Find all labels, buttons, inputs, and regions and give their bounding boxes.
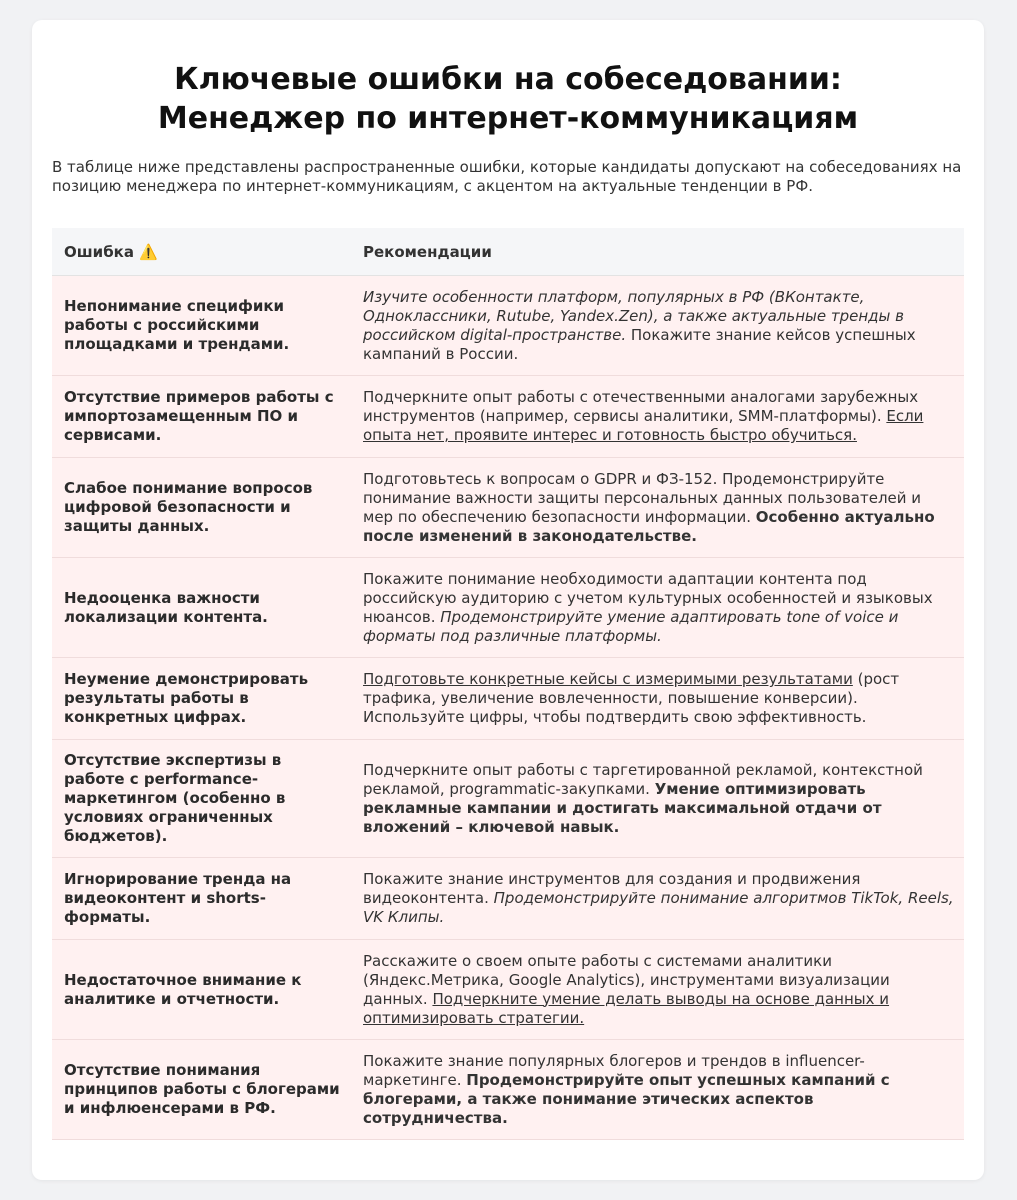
page-title-line-1: Ключевые ошибки на собеседовании: xyxy=(174,62,842,97)
recommendation-text: Подготовьте конкретные кейсы с измеримыми результатами xyxy=(363,670,853,688)
recommendation-text: Изучите особенности платформ, популярных в РФ (ВКонтакте, Одноклассники, Rutube, Yandex.Zen), а также актуальные тренды в российском digital-пространстве. xyxy=(363,287,904,344)
recommendation-cell xyxy=(351,740,964,858)
table-row xyxy=(52,940,964,1040)
recommendation-text: Покажите знание инструментов для создания и продвижения видеоконтента. xyxy=(363,870,861,907)
error-cell: Неумение демонстрировать результаты работы в конкретных цифрах. xyxy=(52,658,351,740)
error-cell: Слабое понимание вопросов цифровой безопасности и защиты данных. xyxy=(52,458,351,558)
recommendation-text: Продемонстрируйте опыт успешных кампаний с блогерами, а также понимание этических аспектов сотрудничества. xyxy=(363,1070,890,1127)
recommendation-text: Подготовьтесь к вопросам о GDPR и ФЗ-152. Продемонстрируйте понимание важности защиты персональных данных пользователей и мер по обеспечению безопасности информации. xyxy=(363,469,922,526)
recommendation-text: Подчеркните умение делать выводы на основе данных и оптимизировать стратегии. xyxy=(363,989,890,1027)
recommendation-cell xyxy=(351,940,964,1040)
header-error: Ошибка ⚠️ xyxy=(52,228,351,276)
recommendation-text: Продемонстрируйте понимание алгоритмов TikTok, Reels, VK Клипы. xyxy=(363,889,954,926)
error-cell: Отсутствие примеров работы с импортозамещенным ПО и сервисами. xyxy=(52,376,351,458)
recommendation-text: Покажите понимание необходимости адаптации контента под российскую аудиторию с учетом культурных особенностей и языковых нюансов. xyxy=(363,569,933,626)
recommendation-text: Покажите знание кейсов успешных кампаний в России. xyxy=(363,325,916,363)
table-header-row xyxy=(52,228,964,276)
recommendation-text: Подчеркните опыт работы с таргетированной рекламой, контекстной рекламой, programmatic-закупками. xyxy=(363,760,923,798)
recommendation-text: Если опыта нет, проявите интерес и готовность быстро обучиться. xyxy=(363,407,924,444)
recommendation-text: Особенно актуально после изменений в законодательстве. xyxy=(363,507,935,545)
table-row xyxy=(52,658,964,740)
recommendation-text: Подчеркните опыт работы с отечественными аналогами зарубежных инструментов (например, сервисы аналитики, SMM-платформы). xyxy=(363,388,919,425)
error-cell: Отсутствие экспертизы в работе с performance-маркетингом (особенно в условиях ограниченных бюджетов). xyxy=(52,740,351,858)
recommendation-text: Умение оптимизировать рекламные кампании и достигать максимальной отдачи от вложений – ключевой навык. xyxy=(363,779,882,836)
recommendation-cell xyxy=(351,458,964,558)
recommendation-cell xyxy=(351,558,964,658)
recommendation-text: Покажите знание популярных блогеров и трендов в influencer-маркетинге. xyxy=(363,1051,865,1089)
error-cell: Непонимание специфики работы с российскими площадками и трендами. xyxy=(52,276,351,376)
error-cell: Отсутствие понимания принципов работы с блогерами и инфлюенсерами в РФ. xyxy=(52,1040,351,1140)
table-row xyxy=(52,376,964,458)
recommendation-cell xyxy=(351,376,964,458)
recommendation-text: (рост трафика, увеличение вовлеченности, повышение конверсии). Используйте цифры, чтобы подтвердить свою эффективность. xyxy=(363,670,900,726)
page-title xyxy=(32,20,984,138)
intro-paragraph: В таблице ниже представлены распространенные ошибки, которые кандидаты допускают на собеседованиях на позицию менеджера по интернет-коммуникациям, с акцентом на актуальные тенденции в РФ. xyxy=(52,158,962,195)
mistakes-table xyxy=(52,228,964,1140)
table-row xyxy=(52,276,964,376)
recommendation-cell xyxy=(351,276,964,376)
error-cell: Недостаточное внимание к аналитике и отчетности. xyxy=(52,940,351,1040)
recommendation-text: Расскажите о своем опыте работы с системами аналитики (Яндекс.Метрика, Google Analytics), инструментами визуализации данных. xyxy=(363,951,890,1008)
error-cell: Игнорирование тренда на видеоконтент и shorts-форматы. xyxy=(52,858,351,940)
table-body xyxy=(52,276,964,1140)
recommendation-text: Продемонстрируйте умение адаптировать tone of voice и форматы под различные платформы. xyxy=(363,607,899,645)
error-cell: Недооценка важности локализации контента. xyxy=(52,558,351,658)
table-row xyxy=(52,740,964,858)
recommendation-cell xyxy=(351,1040,964,1140)
page-title-line-2: Менеджер по интернет-коммуникациям xyxy=(157,101,859,136)
table-row xyxy=(52,1040,964,1140)
header-recommendation: Рекомендации xyxy=(351,228,964,276)
table-row xyxy=(52,858,964,940)
recommendation-cell xyxy=(351,858,964,940)
content-card xyxy=(32,20,984,1180)
table-row xyxy=(52,558,964,658)
table-row xyxy=(52,458,964,558)
recommendation-cell xyxy=(351,658,964,740)
